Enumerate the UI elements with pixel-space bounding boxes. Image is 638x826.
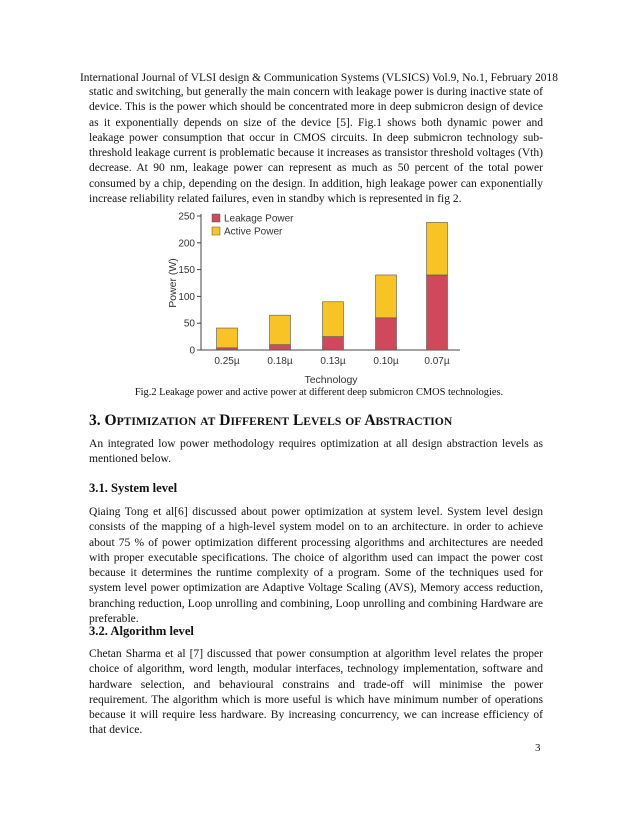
section-3-heading [89,412,452,430]
x-tick-label: 0.07µ [424,356,450,367]
active-bar [270,315,291,344]
y-tick-label: 100 [178,291,195,303]
active-bar [217,328,238,348]
section-3-1-body: Qiaing Tong et al[6] discussed about power optimization at system level. System level design consists of the mapping of a high-level system model on to an architecture. in order to achieve about 75 % of power optimization different processing algorithms and architectures are needed with proper executable specifications. The choice of algorithm used can impact the power cost because it determines the runtime complexity of a program. Some of the techniques used for system level power optimization are Adaptive Voltage Scaling (AVS), Memory access reduction, branching reduction, Loop unrolling and combining, Loop unrolling and combining Hardware are preferable. [89,506,543,626]
x-axis-label: Technology [304,374,358,386]
active-bar [427,222,448,275]
active-bar [323,302,344,337]
power-bar-chart [0,188,638,388]
section-3-heading-word: OF [345,415,362,428]
leakage-bar [427,275,448,350]
legend-label-leakage: Leakage Power [224,213,294,225]
leakage-bar [323,337,344,350]
x-tick-label: 0.13µ [320,356,346,367]
legend-swatch-active [212,227,220,235]
section-3-heading-word: LEVELS [292,412,342,429]
section-3-heading-word: AT [200,415,216,428]
y-tick-label: 0 [189,345,195,357]
figure-caption: Fig.2 Leakage power and active power at different deep submicron CMOS technologies. [134,387,504,398]
section-3-heading-word: DIFFERENT [219,412,290,429]
section-3-heading-word: ABSTRACTION [364,412,453,429]
intro-paragraph: static and switching, but generally the main concern with leakage power is during inactive state of device. This is the power which should be concentrated more in deep submicron design of device as it exponentially depends on size of the device [5]. Fig.1 shows both dynamic power and leakage power consumption that occur in CMOS circuits. In deep submicron technology sub-threshold leakage current is problematic because it increases as transistor threshold voltages (Vth) decrease. At 90 nm, leakage power can represent as much as 50 percent of the total power consumed by a chip, depending on the design. In addition, high leakage power can exponentially increase reliability related failures, even in standby which is represented in fig 2. [89,86,543,206]
section-3-heading-word: OPTIMIZATION [104,412,197,429]
journal-header: International Journal of VLSI design & Communication Systems (VLSICS) Vol.9, No.1, February 2018 [79,72,559,84]
y-axis-label: Power (W) [167,258,179,308]
section-3-intro: An integrated low power methodology requires optimization at all design abstraction levels as mentioned below. [89,438,543,466]
y-tick-label: 150 [178,265,195,277]
legend-swatch-leakage [212,214,220,222]
leakage-bar [217,348,238,350]
section-3-1-heading: 3.1. System level [89,481,178,495]
y-tick-label: 200 [178,238,195,250]
x-tick-label: 0.10µ [373,356,399,367]
section-3-number: 3. [89,412,105,429]
section-3-2-body: Chetan Sharma et al [7] discussed that power consumption at algorithm level relates the proper choice of algorithm, word length, modular interfaces, technology implementation, software and hardware selection, and behavioural constrains and trade-off will minimise the power requirement. The algorithm which is more useful is which have minimum number of operations because it will require less hardware. By increasing concurrency, we can increase efficiency of that device. [89,648,543,737]
leakage-bar [376,318,397,350]
legend-label-active: Active Power [224,226,283,238]
x-tick-label: 0.18µ [267,356,293,367]
active-bar [376,275,397,318]
x-tick-label: 0.25µ [214,356,240,367]
section-3-2-heading: 3.2. Algorithm level [89,624,194,638]
leakage-bar [270,345,291,350]
y-tick-label: 250 [178,211,195,223]
page-number: 3 [535,742,541,754]
y-tick-label: 50 [183,318,195,330]
